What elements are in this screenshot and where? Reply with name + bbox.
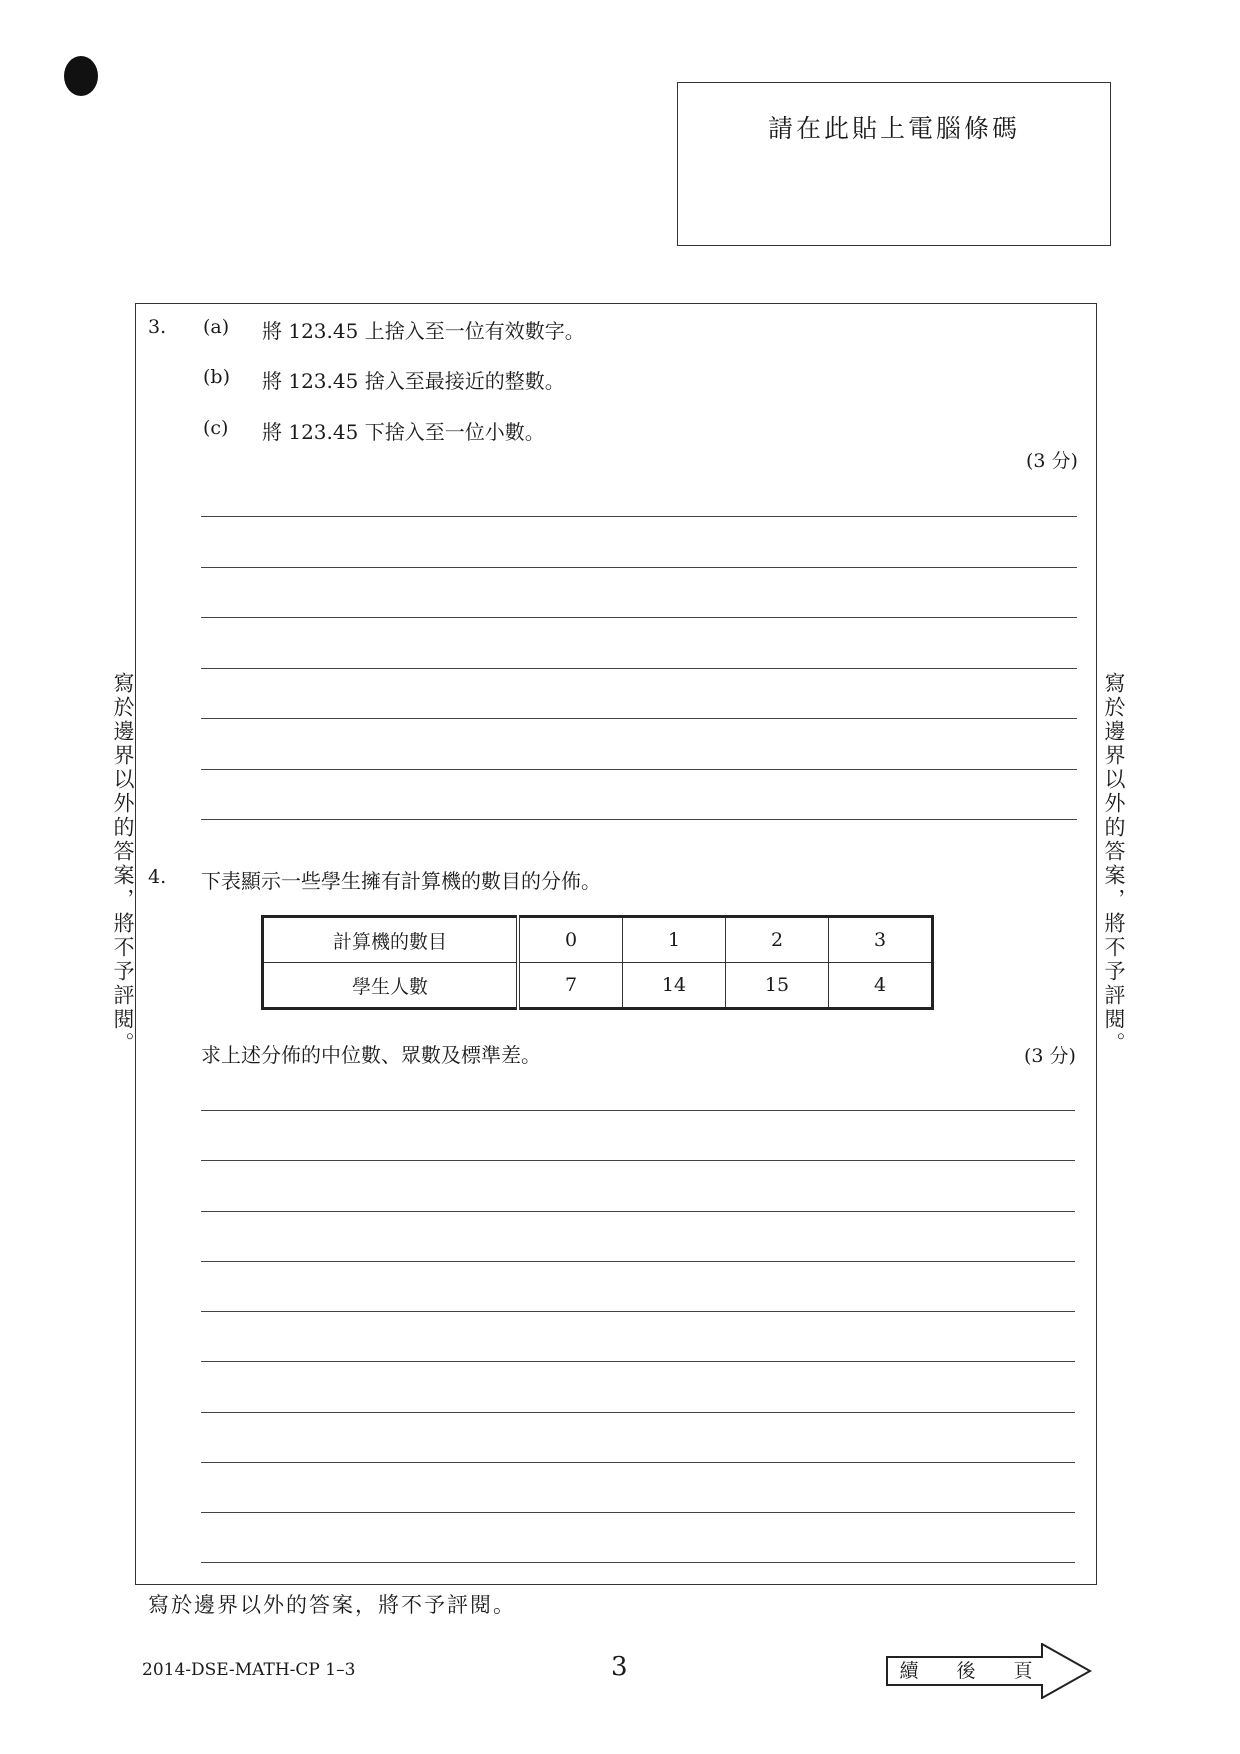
table-cell: 2 (726, 917, 829, 963)
table-cell: 1 (623, 917, 726, 963)
answer-line[interactable] (201, 1512, 1075, 1513)
question-4-intro: 下表顯示一些學生擁有計算機的數目的分佈。 (201, 869, 601, 893)
table-row (263, 917, 933, 963)
question-3a-text: 將 123.45 上捨入至一位有效數字。 (262, 319, 585, 343)
question-3c-text: 將 123.45 下捨入至一位小數。 (262, 420, 545, 444)
question-3c-label: (c) (203, 417, 229, 439)
question-4-prompt: 求上述分佈的中位數、眾數及標準差。 (201, 1043, 541, 1067)
question-3a-label: (a) (203, 316, 230, 338)
answer-line[interactable] (201, 1311, 1075, 1312)
footer-notice: 寫於邊界以外的答案，將不予評閱。 (148, 1593, 516, 1617)
answer-line[interactable] (201, 1462, 1075, 1463)
answer-line[interactable] (201, 1562, 1075, 1563)
registration-dot (64, 56, 98, 96)
answer-line[interactable] (201, 1110, 1075, 1111)
question-3b-text: 將 123.45 捨入至最接近的整數。 (262, 369, 565, 393)
left-margin-notice: 寫於邊界以外的答案，將不予評閱。 (111, 672, 135, 1056)
answer-line[interactable] (201, 1412, 1075, 1413)
answer-line[interactable] (201, 769, 1077, 770)
table-cell: 0 (518, 917, 623, 963)
right-margin-notice: 寫於邊界以外的答案，將不予評閱。 (1102, 672, 1126, 1056)
table-cell: 15 (726, 963, 829, 1009)
answer-line[interactable] (201, 718, 1077, 719)
answer-line[interactable] (201, 1361, 1075, 1362)
continue-label: 續 後 頁 (899, 1660, 1033, 1682)
barcode-sticker-box (677, 82, 1111, 246)
answer-line[interactable] (201, 668, 1077, 669)
answer-line[interactable] (201, 567, 1077, 568)
table-row-header: 計算機的數目 (263, 917, 519, 963)
question-4-number: 4. (148, 866, 167, 888)
answer-line[interactable] (201, 617, 1077, 618)
answer-line[interactable] (201, 1211, 1075, 1212)
question-3-marks: (3 分) (1026, 450, 1078, 472)
table-cell: 14 (623, 963, 726, 1009)
table-row (263, 963, 933, 1009)
table-cell: 4 (829, 963, 933, 1009)
answer-line[interactable] (201, 819, 1077, 820)
table-cell: 3 (829, 917, 933, 963)
distribution-table (261, 915, 934, 1010)
answer-line[interactable] (201, 1261, 1075, 1262)
continue-arrow (886, 1643, 1092, 1699)
table-cell: 7 (518, 963, 623, 1009)
table-row-header: 學生人數 (263, 963, 519, 1009)
page-number: 3 (611, 1652, 628, 1682)
paper-code: 2014-DSE-MATH-CP 1–3 (142, 1660, 356, 1680)
question-4-marks: (3 分) (1024, 1045, 1076, 1067)
barcode-label: 請在此貼上電腦條碼 (767, 114, 1020, 143)
answer-line[interactable] (201, 1160, 1075, 1161)
question-3b-label: (b) (203, 366, 230, 388)
question-3-number: 3. (148, 316, 167, 338)
answer-line[interactable] (201, 516, 1077, 517)
